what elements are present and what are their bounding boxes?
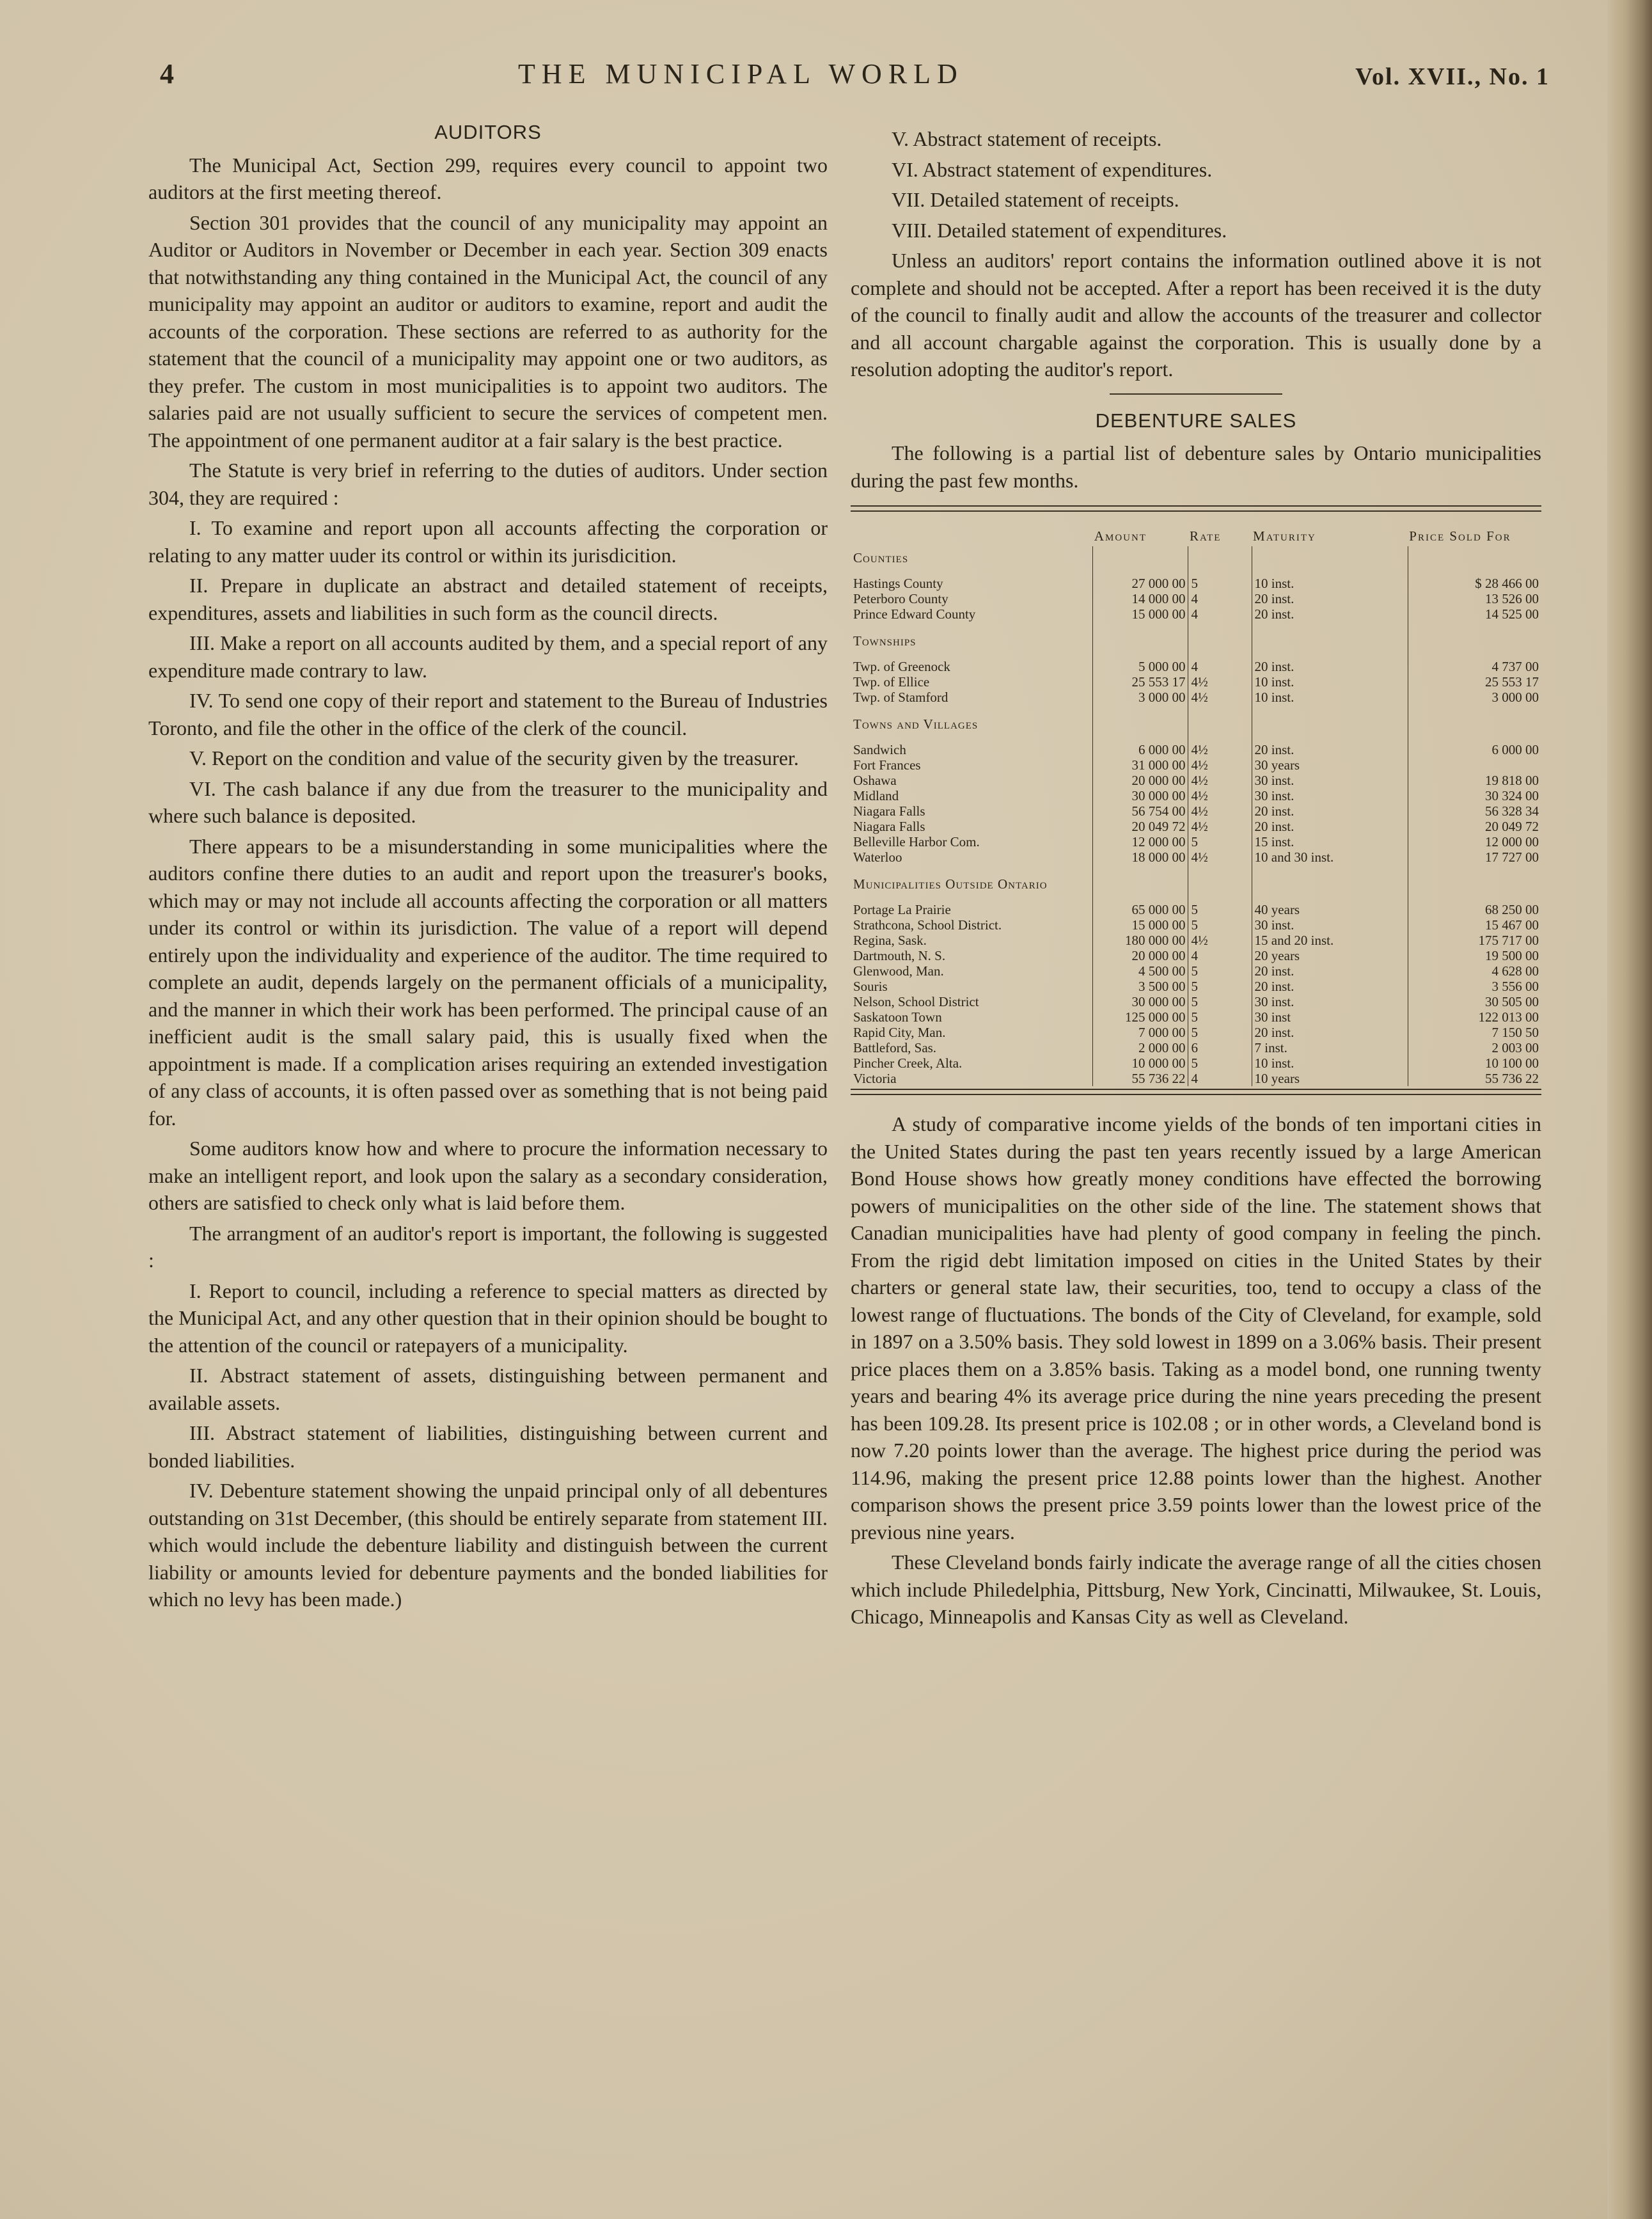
- paragraph: Section 301 provides that the council of any municipality may appoint an Auditor or Auditors in November or December in each year. Section 309 enacts that notwithstanding any thing contained in the Municipal Act, the council of any municipality may appoint an auditor or auditors to examine, report and audit the accounts of the corporation. These sections are referred to as authority for the statement that the council of a municipality may appoint one or two auditors, as they prefer. The custom in most municipalities is to appoint two auditors. The salaries paid are not usually sufficient to secure the services of competent men. The appointment of one permanent auditor at a fair salary is the best practice.: [148, 210, 828, 452]
- table-row: [851, 576, 1541, 591]
- amount-cell: 18 000 00: [1093, 849, 1188, 865]
- maturity-cell: 20 inst.: [1252, 591, 1408, 606]
- table-group-row: [851, 546, 1541, 576]
- paragraph: VI. The cash balance if any due from the treasurer to the municipality and where such balance is deposited.: [148, 777, 828, 827]
- table-bottom-rule: [851, 1089, 1541, 1095]
- rate-cell: 4½: [1188, 773, 1252, 788]
- rate-cell: 5: [1188, 576, 1252, 591]
- municipality-cell: Prince Edward County: [853, 606, 976, 622]
- paragraph: The arrangment of an auditor's report is important, the following is suggested :: [148, 1221, 828, 1272]
- price-cell: 25 553 17: [1485, 674, 1539, 690]
- amount-cell: 55 736 22: [1093, 1071, 1188, 1086]
- table-row: [851, 674, 1541, 690]
- price-cell: 68 250 00: [1485, 902, 1539, 917]
- municipality-cell: Oshawa: [853, 773, 897, 788]
- publication-title: THE MUNICIPAL WORLD: [518, 58, 964, 90]
- paragraph: VI. Abstract statement of expenditures.: [892, 157, 1213, 181]
- group-spacer-cell: [1093, 865, 1188, 902]
- group-spacer-cell: [1188, 705, 1252, 742]
- maturity-cell: 15 inst.: [1252, 834, 1408, 849]
- municipality-cell: Twp. of Ellice: [853, 674, 930, 690]
- rate-cell: 5: [1188, 1025, 1252, 1040]
- group-spacer-cell: [1093, 546, 1188, 576]
- amount-cell: 2 000 00: [1093, 1040, 1188, 1055]
- price-cell: 2 003 00: [1491, 1040, 1539, 1055]
- rate-cell: 4½: [1188, 933, 1252, 948]
- maturity-cell: 30 inst.: [1252, 773, 1408, 788]
- group-spacer-cell: [1252, 705, 1408, 742]
- auditors-heading: AUDITORS: [434, 121, 542, 143]
- municipality-cell: Peterboro County: [853, 591, 948, 606]
- amount-cell: 7 000 00: [1093, 1025, 1188, 1040]
- municipality-cell: Sandwich: [853, 742, 906, 757]
- maturity-cell: 10 inst.: [1252, 674, 1408, 690]
- price-cell: 30 505 00: [1485, 994, 1539, 1009]
- table-row: [851, 1055, 1541, 1071]
- group-spacer-cell: [1252, 622, 1408, 659]
- paragraph: The Municipal Act, Section 299, requires every council to appoint two auditors at the first meeting thereof.: [148, 153, 828, 203]
- rate-cell: 5: [1188, 994, 1252, 1009]
- group-spacer-cell: [1408, 705, 1541, 742]
- rate-cell: 5: [1188, 902, 1252, 917]
- paragraph: A study of comparative income yields of the bonds of ten importani cities in the United States during the past ten years recently issued by a large American Bond House shows how greatly money conditions have effected the borrowing powers of municipalities on the other side of the line. The statement shows that Canadian municipalities have had plenty of good company in feeling the pinch. From the rigid debt limitation imposed on cities in the United States by their charters or general state law, their securities, too, tend to occupy a class of the lowest range of fluctuations. The bonds of the City of Cleveland, for example, sold in 1897 on a 3.50% basis. They sold lowest in 1899 on a 3.06% basis. Their present price places them on a 3.85% basis. Taking as a model bond, one running twenty years and bearing 4% its average price during the nine years preceding the present has been 109.28. Its present price is 102.08 ; or in other words, a Cleveland bond is now 7.20 points lower than the average. The highest price during the period was 114.96, making the present price 12.88 points lower than the highest. Another comparison shows the present price 3.59 points lower than the lowest price of the previous nine years.: [851, 1112, 1541, 1544]
- price-cell: 14 525 00: [1485, 606, 1539, 622]
- group-label: Counties: [853, 550, 909, 565]
- municipality-cell: Midland: [853, 788, 899, 803]
- table-row: [851, 1009, 1541, 1025]
- table-row: [851, 1025, 1541, 1040]
- amount-cell: 4 500 00: [1093, 963, 1188, 979]
- debenture-intro: The following is a partial list of debenture sales by Ontario municipalities during the past few months.: [851, 441, 1541, 492]
- amount-cell: 25 553 17: [1093, 674, 1188, 690]
- rate-cell: 4½: [1188, 674, 1252, 690]
- price-cell: 4 628 00: [1491, 963, 1539, 979]
- rate-cell: 4½: [1188, 757, 1252, 773]
- volume-number: Vol. XVII., No. 1: [1355, 63, 1550, 90]
- price-cell: 122 013 00: [1478, 1009, 1539, 1025]
- rate-cell: 4: [1188, 606, 1252, 622]
- table-row: [851, 803, 1541, 819]
- right-column: [851, 125, 1541, 1634]
- amount-cell: 15 000 00: [1093, 917, 1188, 933]
- municipality-cell: Niagara Falls: [853, 803, 925, 819]
- rate-cell: 5: [1188, 1055, 1252, 1071]
- price-cell: 175 717 00: [1478, 933, 1539, 948]
- price-column-header: Price Sold For: [1409, 528, 1511, 544]
- price-cell: 7 150 50: [1491, 1025, 1539, 1040]
- rate-cell: 6: [1188, 1040, 1252, 1055]
- maturity-cell: 20 inst.: [1252, 979, 1408, 994]
- price-cell: 6 000 00: [1491, 742, 1539, 757]
- table-row: [851, 917, 1541, 933]
- municipality-cell: Belleville Harbor Com.: [853, 834, 980, 849]
- name-column-header: [851, 517, 1093, 546]
- table-row: [851, 834, 1541, 849]
- group-spacer-cell: [1408, 622, 1541, 659]
- maturity-cell: 30 inst.: [1252, 788, 1408, 803]
- group-label: Townships: [853, 633, 916, 649]
- maturity-cell: 30 years: [1252, 757, 1408, 773]
- bond-yields-article: [851, 1110, 1541, 1631]
- amount-cell: 31 000 00: [1093, 757, 1188, 773]
- rate-cell: 4: [1188, 591, 1252, 606]
- table-row: [851, 902, 1541, 917]
- paragraph: VIII. Detailed statement of expenditures.: [892, 218, 1227, 242]
- maturity-cell: 20 years: [1252, 948, 1408, 963]
- paragraph: These Cleveland bonds fairly indicate the average range of all the cities chosen which include Philedelphia, Pittsburg, New York, Cincinatti, Milwaukee, St. Louis, Chicago, Minneapolis and Kansas City as well as Cleveland.: [851, 1551, 1541, 1628]
- price-cell: 56 328 34: [1485, 803, 1539, 819]
- paragraph: II. Abstract statement of assets, distinguishing between permanent and available assets.: [148, 1364, 828, 1414]
- table-group-row: [851, 865, 1541, 902]
- table-row: [851, 591, 1541, 606]
- municipality-cell: Waterloo: [853, 849, 902, 865]
- amount-cell: 56 754 00: [1093, 803, 1188, 819]
- rate-cell: 5: [1188, 963, 1252, 979]
- group-spacer-cell: [1188, 546, 1252, 576]
- amount-cell: 30 000 00: [1093, 788, 1188, 803]
- price-cell: 55 736 22: [1485, 1071, 1539, 1086]
- price-cell: $ 28 466 00: [1475, 576, 1539, 591]
- rate-cell: 4½: [1188, 819, 1252, 834]
- page-header: [160, 58, 1550, 102]
- rate-cell: 4½: [1188, 690, 1252, 705]
- amount-cell: 3 500 00: [1093, 979, 1188, 994]
- group-label: Municipalities Outside Ontario: [853, 876, 1048, 892]
- price-cell: 19 500 00: [1485, 948, 1539, 963]
- rate-cell: 4½: [1188, 788, 1252, 803]
- maturity-column-header: Maturity: [1253, 528, 1316, 544]
- paragraph: IV. Debenture statement showing the unpaid principal only of all debentures outstanding on 31st December, (this should be entirely separate from statement III. which would include the debenture liability and distinguish between the current liability or amounts levied for debenture payments and the bonded liabilities for which no levy has been made.): [148, 1479, 828, 1611]
- maturity-cell: 30 inst.: [1252, 917, 1408, 933]
- table-row: [851, 849, 1541, 865]
- paragraph: III. Make a report on all accounts audited by them, and a special report of any expenditure made contrary to law.: [148, 631, 828, 682]
- maturity-cell: 10 inst.: [1252, 576, 1408, 591]
- maturity-cell: 20 inst.: [1252, 606, 1408, 622]
- paragraph: Unless an auditors' report contains the information outlined above it is not complete and should not be accepted. After a report has been received it is the duty of the council to finally audit and allow the accounts of the treasurer and collector and all account chargable against the corporation. This is usually done by a resolution adopting the auditor's report.: [851, 249, 1541, 381]
- amount-cell: 125 000 00: [1093, 1009, 1188, 1025]
- paragraph: II. Prepare in duplicate an abstract and detailed statement of receipts, expenditures, assets and liabilities in such form as the council directs.: [148, 574, 828, 624]
- table-group-row: [851, 622, 1541, 659]
- municipality-cell: Portage La Prairie: [853, 902, 951, 917]
- municipality-cell: Souris: [853, 979, 888, 994]
- price-cell: 19 818 00: [1485, 773, 1539, 788]
- price-cell: 4 737 00: [1491, 659, 1539, 674]
- group-label: Towns and Villages: [853, 716, 979, 732]
- municipality-cell: Glenwood, Man.: [853, 963, 944, 979]
- municipality-cell: Fort Frances: [853, 757, 921, 773]
- auditors-article-continued: [851, 125, 1541, 383]
- group-spacer-cell: [1408, 865, 1541, 902]
- table-body: [851, 546, 1541, 1086]
- municipality-cell: Strathcona, School District.: [853, 917, 1002, 933]
- amount-cell: 6 000 00: [1093, 742, 1188, 757]
- municipality-cell: Battleford, Sas.: [853, 1040, 937, 1055]
- table-row: [851, 659, 1541, 674]
- price-cell: 13 526 00: [1485, 591, 1539, 606]
- table-row: [851, 788, 1541, 803]
- price-cell: 10 100 00: [1485, 1055, 1539, 1071]
- amount-cell: 65 000 00: [1093, 902, 1188, 917]
- municipality-cell: Rapid City, Man.: [853, 1025, 946, 1040]
- price-cell: 12 000 00: [1485, 834, 1539, 849]
- debenture-sales-heading: DEBENTURE SALES: [1095, 409, 1297, 432]
- amount-cell: 20 000 00: [1093, 948, 1188, 963]
- page-spine-shadow: [1607, 0, 1652, 2219]
- table-row: [851, 690, 1541, 705]
- price-cell: 15 467 00: [1485, 917, 1539, 933]
- amount-cell: 14 000 00: [1093, 591, 1188, 606]
- maturity-cell: 7 inst.: [1252, 1040, 1408, 1055]
- group-spacer-cell: [1093, 705, 1188, 742]
- amount-cell: 3 000 00: [1093, 690, 1188, 705]
- maturity-cell: 15 and 20 inst.: [1252, 933, 1408, 948]
- rate-cell: 4½: [1188, 849, 1252, 865]
- paragraph: VII. Detailed statement of receipts.: [892, 188, 1179, 211]
- paragraph: IV. To send one copy of their report and statement to the Bureau of Industries Toronto, and file the other in the office of the clerk of the council.: [148, 689, 828, 739]
- amount-cell: 30 000 00: [1093, 994, 1188, 1009]
- maturity-cell: 10 years: [1252, 1071, 1408, 1086]
- table-row: [851, 948, 1541, 963]
- paragraph: III. Abstract statement of liabilities, distinguishing between current and bonded liabilities.: [148, 1421, 828, 1472]
- municipality-cell: Hastings County: [853, 576, 943, 591]
- maturity-cell: 20 inst.: [1252, 742, 1408, 757]
- amount-column-header: Amount: [1094, 528, 1147, 544]
- section-divider: [1110, 393, 1282, 395]
- municipality-cell: Dartmouth, N. S.: [853, 948, 946, 963]
- group-spacer-cell: [1252, 865, 1408, 902]
- maturity-cell: 10 inst.: [1252, 1055, 1408, 1071]
- auditors-article: [148, 152, 828, 1613]
- group-spacer-cell: [1188, 865, 1252, 902]
- paragraph: V. Report on the condition and value of the security given by the treasurer.: [189, 746, 799, 770]
- table-row: [851, 1071, 1541, 1086]
- maturity-cell: 20 inst.: [1252, 963, 1408, 979]
- amount-cell: 15 000 00: [1093, 606, 1188, 622]
- price-cell: 3 000 00: [1491, 690, 1539, 705]
- table-row: [851, 773, 1541, 788]
- left-column: [148, 119, 828, 1616]
- amount-cell: 20 049 72: [1093, 819, 1188, 834]
- page-number: 4: [160, 58, 174, 90]
- table-row: [851, 606, 1541, 622]
- maturity-cell: 30 inst: [1252, 1009, 1408, 1025]
- rate-cell: 5: [1188, 917, 1252, 933]
- paragraph: I. Report to council, including a reference to special matters as directed by the Municipal Act, and any other question that in their opinion should be bought to the attention of the council or ratepayers of a municipality.: [148, 1279, 828, 1357]
- rate-cell: 4: [1188, 659, 1252, 674]
- table-group-row: [851, 705, 1541, 742]
- amount-cell: 12 000 00: [1093, 834, 1188, 849]
- table-header-row: [851, 517, 1541, 546]
- amount-cell: 27 000 00: [1093, 576, 1188, 591]
- price-cell: 17 727 00: [1485, 849, 1539, 865]
- table-row: [851, 963, 1541, 979]
- group-spacer-cell: [1093, 622, 1188, 659]
- amount-cell: 180 000 00: [1093, 933, 1188, 948]
- debenture-sales-table: [851, 517, 1541, 1086]
- table-row: [851, 742, 1541, 757]
- municipality-cell: Nelson, School District: [853, 994, 979, 1009]
- amount-cell: 10 000 00: [1093, 1055, 1188, 1071]
- group-spacer-cell: [1252, 546, 1408, 576]
- rate-cell: 4½: [1188, 803, 1252, 819]
- price-cell: 3 556 00: [1491, 979, 1539, 994]
- municipality-cell: Victoria: [853, 1071, 897, 1086]
- municipality-cell: Saskatoon Town: [853, 1009, 942, 1025]
- maturity-cell: 40 years: [1252, 902, 1408, 917]
- paragraph: Some auditors know how and where to procure the information necessary to make an intelligent report, and look upon the salary as a secondary consideration, others are satisfied to check only what is laid before them.: [148, 1137, 828, 1214]
- rate-cell: 5: [1188, 834, 1252, 849]
- maturity-cell: 20 inst.: [1252, 1025, 1408, 1040]
- municipality-cell: Regina, Sask.: [853, 933, 927, 948]
- rate-cell: 4: [1188, 948, 1252, 963]
- maturity-cell: 30 inst.: [1252, 994, 1408, 1009]
- table-row: [851, 994, 1541, 1009]
- maturity-cell: 20 inst.: [1252, 659, 1408, 674]
- group-spacer-cell: [1408, 546, 1541, 576]
- table-row: [851, 819, 1541, 834]
- price-cell: 20 049 72: [1485, 819, 1539, 834]
- debenture-table-wrapper: [851, 505, 1541, 1095]
- municipality-cell: Twp. of Stamford: [853, 690, 948, 705]
- paragraph: There appears to be a misunderstanding in some municipalities where the auditors confine there duties to an audit and report upon the treasurer's books, which may or may not include all accounts affecting the corporation or all matters under its control or within its jurisdiction. The value of a report will depend entirely upon the individuality and experience of the auditor. The time required to complete an audit, depends largely on the permanent officials of a municipality, and the manner in which their work has been performed. The principal cause of an inefficient audit is the small salary paid, this is usually fixed when the appointment is made. If a complication arises requiring an extended investigation of any class of accounts, it is often passed over as something that is not being paid for.: [148, 834, 828, 1130]
- municipality-cell: Niagara Falls: [853, 819, 925, 834]
- rate-column-header: Rate: [1189, 528, 1222, 544]
- maturity-cell: 10 and 30 inst.: [1252, 849, 1408, 865]
- rate-cell: 4: [1188, 1071, 1252, 1086]
- table-row: [851, 1040, 1541, 1055]
- table-top-rule: [851, 505, 1541, 512]
- paragraph: V. Abstract statement of receipts.: [892, 127, 1162, 150]
- table-row: [851, 933, 1541, 948]
- rate-cell: 4½: [1188, 742, 1252, 757]
- municipality-cell: Pincher Creek, Alta.: [853, 1055, 963, 1071]
- maturity-cell: 20 inst.: [1252, 803, 1408, 819]
- group-spacer-cell: [1188, 622, 1252, 659]
- rate-cell: 5: [1188, 979, 1252, 994]
- amount-cell: 20 000 00: [1093, 773, 1188, 788]
- paragraph: I. To examine and report upon all accounts affecting the corporation or relating to any matter uuder its control or within its jurisdicition.: [148, 516, 828, 567]
- amount-cell: 5 000 00: [1093, 659, 1188, 674]
- price-cell: [1408, 757, 1541, 773]
- municipality-cell: Twp. of Greenock: [853, 659, 950, 674]
- maturity-cell: 20 inst.: [1252, 819, 1408, 834]
- rate-cell: 5: [1188, 1009, 1252, 1025]
- price-cell: 30 324 00: [1485, 788, 1539, 803]
- maturity-cell: 10 inst.: [1252, 690, 1408, 705]
- paragraph: The Statute is very brief in referring to the duties of auditors. Under section 304, they are required :: [148, 459, 828, 509]
- table-row: [851, 757, 1541, 773]
- table-row: [851, 979, 1541, 994]
